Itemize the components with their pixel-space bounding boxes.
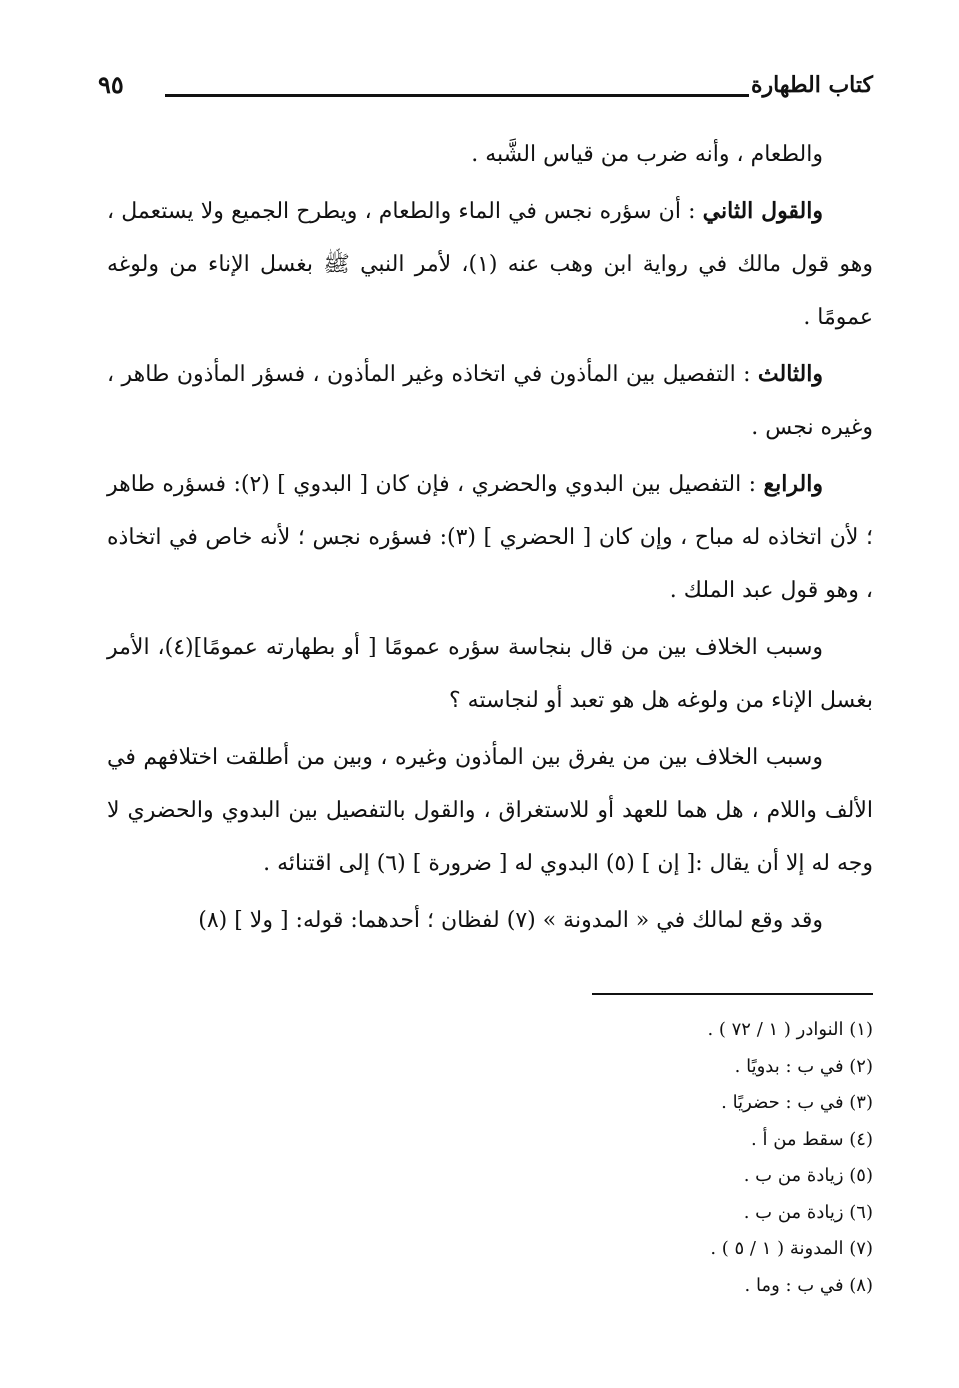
- footnote-8: (٨) في ب : وما .: [744, 1274, 873, 1296]
- footnote-5: (٥) زيادة من ب .: [743, 1165, 873, 1186]
- footnote-7: (٧) المدونة ( ١ / ٥ ) .: [710, 1238, 873, 1259]
- footnote-3: (٣) في ب : حضريًا .: [721, 1092, 873, 1113]
- paragraph-6: وسبب الخلاف بين من يفرق بين المأذون وغيره ، وبين من أطلقت اختلافهم في الألف واللام ، هل هما للعهد أو للاستغراق ، والقول بالتفصيل بين البدوي والحضري لا وجه له إلا أن يقال :[ إن ] (٥) البدوي له [ ضرورة ] (٦) إلى اقتنائه .: [107, 745, 873, 876]
- paragraph-4-text: : التفصيل بين البدوي والحضري ، فإن كان [ البدوي ] (٢): فسؤره طاهر ؛ لأن اتخاذه له مباح ، وإن كان [ الحضري ] (٣): فسؤره نجس ؛ لأنه خاص في اتخاذه ، وهو قول عبد الملك .: [107, 472, 874, 603]
- paragraph-3-lead: والثالث: [757, 361, 823, 387]
- body-text: [107, 128, 873, 951]
- paragraph-7: وقد وقع لمالك في « المدونة » (٧) لفظان ؛ أحدهما: قوله: [ ولا ] (٨): [198, 908, 823, 933]
- page-number: ٩٥: [98, 70, 124, 99]
- footnotes: [300, 1012, 873, 1304]
- header-rule: [165, 94, 749, 97]
- running-header-title: كتاب الطهارة: [750, 72, 873, 98]
- footnote-1: (١) النوادر ( ١ / ٧٢ ) .: [707, 1019, 873, 1040]
- paragraph-5: وسبب الخلاف بين من قال بنجاسة سؤره عمومًا [ أو بطهارته عمومًا](٤)، الأمر بغسل الإناء من ولوغه هل هو تعبد أو لنجاسته ؟: [107, 635, 873, 713]
- footnote-4: (٤) سقط من أ .: [751, 1128, 873, 1150]
- paragraph-3-text: : التفصيل بين المأذون في اتخاذه وغير المأذون ، فسؤر المأذون طاهر ، وغيره نجس .: [107, 362, 873, 440]
- footnote-separator: [592, 993, 873, 995]
- paragraph-2-text: : أن سؤره نجس في الماء والطعام ، ويطرح الجميع ولا يستعمل ، وهو قول مالك في رواية ابن وهب عنه (١)، لأمر النبي ﷺ بغسل الإناء من ولوغه عمومًا .: [107, 199, 873, 330]
- footnote-2: (٢) في ب : بدويًا .: [734, 1055, 873, 1077]
- paragraph-4: [107, 458, 873, 617]
- paragraph-1: والطعام ، وأنه ضرب من قياس الشَّبه .: [471, 142, 823, 167]
- footnote-6: (٦) زيادة من ب .: [743, 1201, 873, 1223]
- paragraph-3: [107, 348, 873, 454]
- paragraph-2-lead: والقول الثاني: [702, 198, 823, 224]
- paragraph-4-lead: والرابع: [763, 471, 823, 497]
- paragraph-2: [107, 185, 873, 344]
